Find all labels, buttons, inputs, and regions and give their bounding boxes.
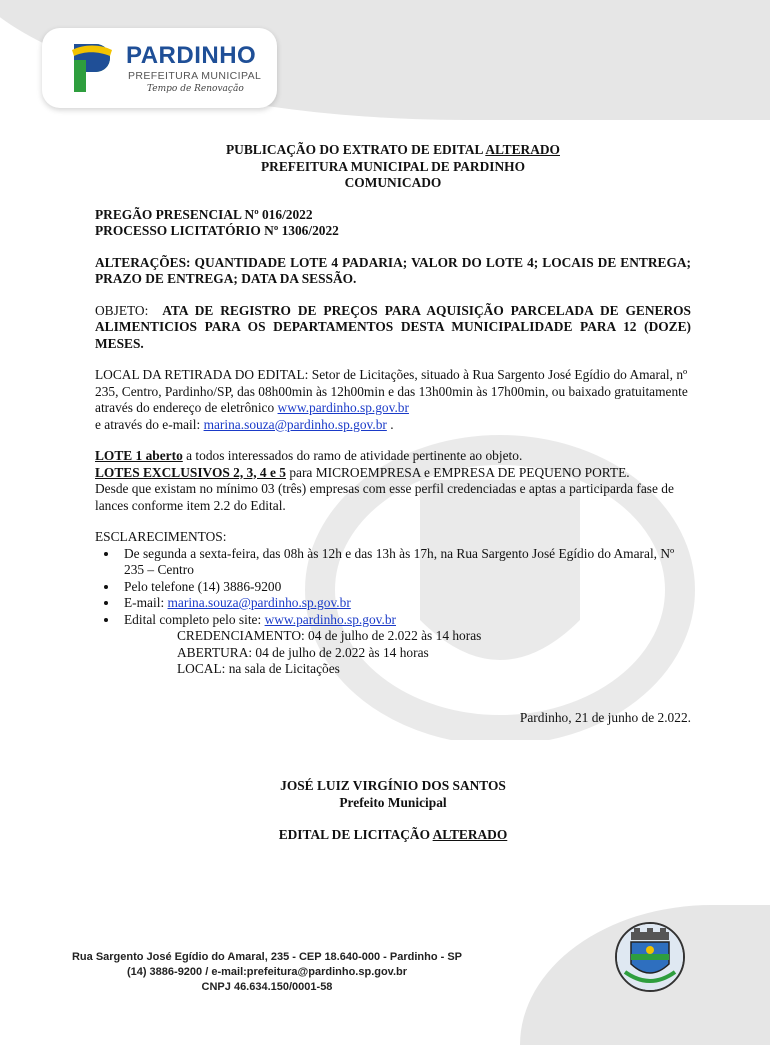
list-item bbox=[119, 595, 691, 612]
esclarecimentos-heading: ESCLARECIMENTOS: bbox=[95, 529, 227, 544]
footer-phone-email: (14) 3886-9200 / e-mail:prefeitura@pardinho.sp.gov.br bbox=[126, 966, 408, 978]
footer-address: Rua Sargento José Egídio do Amaral, 235 - CEP 18.640-000 - Pardinho - SP bbox=[71, 951, 462, 963]
logo-subtitle: PREFEITURA MUNICIPAL bbox=[128, 70, 262, 82]
list-item: • Pelo telefone (14) 3886-9200 bbox=[119, 579, 691, 596]
closing-title bbox=[95, 827, 691, 844]
document-title-line2: PREFEITURA MUNICIPAL DE PARDINHO bbox=[261, 158, 525, 174]
document-title-line3: COMUNICADO bbox=[344, 175, 442, 190]
closing-prefix: EDITAL DE LICITAÇÃO bbox=[278, 827, 433, 842]
lotes-exclusivos-line bbox=[95, 465, 691, 482]
date-line: Pardinho, 21 de junho de 2.022. bbox=[519, 709, 691, 725]
document-title-line1 bbox=[95, 142, 691, 159]
prefeitura-logo bbox=[42, 28, 277, 108]
site-link[interactable]: www.pardinho.sp.gov.br bbox=[277, 400, 409, 415]
lotes-exclusivos-label: LOTES EXCLUSIVOS 2, 3, 4 e 5 bbox=[95, 464, 286, 480]
logo-title: PARDINHO bbox=[126, 42, 257, 69]
lotes-exclusivos-text: para MICROEMPRESA e EMPRESA DE PEQUENO PORTE. bbox=[285, 464, 630, 480]
logo-slogan: Tempo de Renovação bbox=[147, 84, 244, 94]
lotes-condicao: Desde que existam no mínimo 03 (três) empresas com esse perfil credenciadas e aptas a participarda fase de lances conforme item 2.2 do Edital. bbox=[95, 481, 674, 513]
local-line: LOCAL: na sala de Licitações bbox=[177, 661, 340, 676]
edital-extract bbox=[95, 142, 691, 844]
lote1-line bbox=[95, 448, 691, 465]
processo-number: PROCESSO LICITATÓRIO Nº 1306/2022 bbox=[95, 223, 339, 238]
esclarecimentos-list bbox=[95, 546, 691, 629]
local-retirada-paragraph bbox=[95, 367, 691, 433]
pardinho-p-logo-icon bbox=[70, 40, 114, 96]
footer-contact bbox=[62, 950, 472, 995]
esclarecimentos-site-link[interactable]: www.pardinho.sp.gov.br bbox=[264, 611, 396, 627]
title-altered-word: ALTERADO bbox=[485, 142, 560, 157]
municipal-seal-icon bbox=[615, 922, 685, 992]
signatory-role: Prefeito Municipal bbox=[339, 794, 447, 810]
local-retirada-text: LOCAL DA RETIRADA DO EDITAL: Setor de Licitações, situado à Rua Sargento José Egídio do Amaral, nº 235, Centro, Pardinho/SP, das 08h00min às 12h00min e das 13h00min às 17h00min, ou baixado gratuitamente através do endereço de eletrônico bbox=[95, 367, 688, 415]
email-label: E-mail: bbox=[124, 595, 168, 610]
lote1-text: a todos interessados do ramo de atividade pertinente ao objeto. bbox=[182, 448, 523, 463]
email-prefix: e através do e-mail: bbox=[95, 416, 204, 432]
list-item: • De segunda a sexta-feira, das 08h às 12h e das 13h às 17h, na Rua Sargento José Egídio do Amaral, Nº 235 – Centro bbox=[119, 546, 691, 579]
page-header bbox=[0, 0, 770, 122]
alteracoes-text: ALTERAÇÕES: QUANTIDADE LOTE 4 PADARIA; VALOR DO LOTE 4; LOCAIS DE ENTREGA; PRAZO DE ENTREGA; DATA DA SESSÃO. bbox=[95, 254, 691, 286]
site-label: Edital completo pelo site: bbox=[124, 611, 265, 627]
objeto-label: OBJETO: bbox=[95, 302, 149, 318]
credenciamento-line: CREDENCIAMENTO: 04 de julho de 2.022 às 14 horas bbox=[177, 628, 482, 643]
objeto-text: ATA DE REGISTRO DE PREÇOS PARA AQUISIÇÃO PARCELADA DE GENEROS ALIMENTICIOS PARA OS DEPARTAMENTOS DESTA MUNICIPALIDADE PARA 12 (DOZE) MESES. bbox=[95, 302, 691, 351]
pregao-number: PREGÃO PRESENCIAL Nº 016/2022 bbox=[95, 206, 313, 222]
abertura-line: ABERTURA: 04 de julho de 2.022 às 14 horas bbox=[177, 644, 429, 660]
signatory-name: JOSÉ LUIZ VIRGÍNIO DOS SANTOS bbox=[280, 778, 506, 793]
esclarecimentos-email-link[interactable]: marina.souza@pardinho.sp.gov.br bbox=[167, 595, 351, 610]
lote1-label: LOTE 1 aberto bbox=[95, 448, 183, 463]
email-suffix: . bbox=[386, 416, 394, 432]
footer-cnpj: CNPJ 46.634.150/0001-58 bbox=[201, 981, 333, 993]
closing-altered-word: ALTERADO bbox=[432, 827, 508, 842]
page-footer bbox=[0, 940, 770, 1024]
email-link[interactable]: marina.souza@pardinho.sp.gov.br bbox=[203, 416, 387, 432]
list-item bbox=[119, 612, 691, 629]
objeto-paragraph bbox=[95, 303, 691, 353]
title-line1-text: PUBLICAÇÃO DO EXTRATO DE EDITAL bbox=[226, 142, 486, 157]
